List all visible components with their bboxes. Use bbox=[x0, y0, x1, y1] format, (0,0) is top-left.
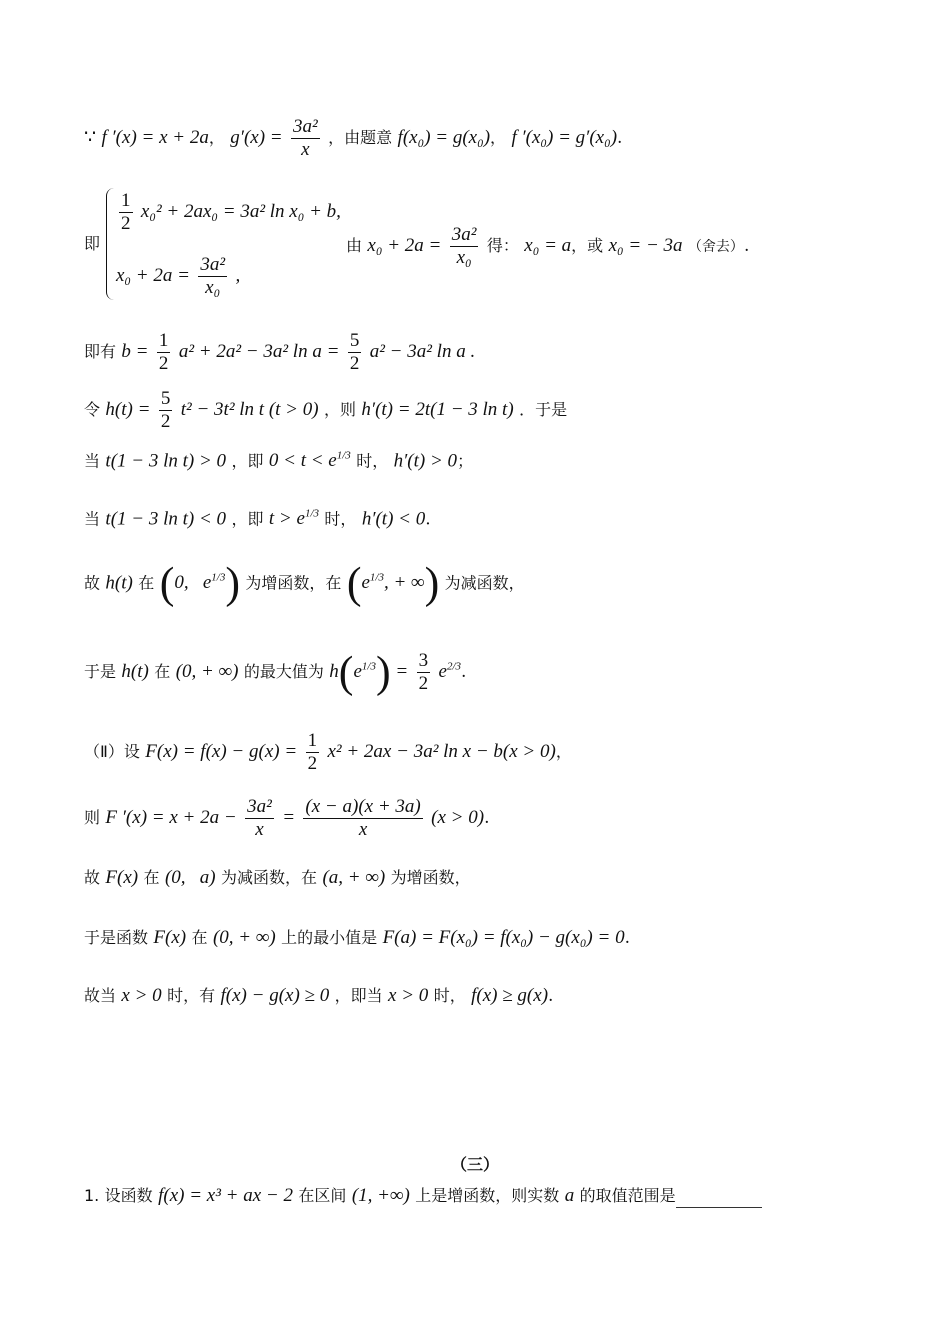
solution-line-9: 于是 h(t) 在 (0, + ∞) 的最大值为 $h(e^{1/3})$ = $\frac{3}{2}$ $e^{2/3}$. bbox=[84, 647, 467, 697]
solution-line-10: （Ⅱ）设 F(x) = f(x) − g(x) = $\frac{1}{2}$ x² + 2ax − 3a² ln x − b(x > 0)， bbox=[84, 730, 572, 774]
solution-line-14: 故当 x > 0 时，有 f(x) − g(x) ≥ 0 ，即当 x > 0 时， f(x) ≥ g(x). bbox=[84, 985, 554, 1006]
solution-line-11: 则 F ′(x) = x + 2a − $\frac{\text{3a²}}{x}$ = $\frac{(x - a)(x + 3a)}{x}$ (x > 0). bbox=[84, 796, 490, 840]
solution-line-1: ∵ f ′(x) = x + 2a， g′(x) = $\frac{\text{3a²}}{x}$ ，由题意 f(x₀) = g(x₀)， f ′(x₀) = g′(x₀). bbox=[84, 116, 623, 160]
solution-line-3: 由 x₀ + 2a = $\frac{\text{3a²}}{\text{x₀}}$ 得： x₀ = a，或 x₀ = − 3a （舍去）. bbox=[346, 224, 750, 268]
solution-line-13: 于是函数 F(x) 在 (0, + ∞) 上的最小值是 F(a) = F(x₀) = f(x₀) − g(x₀) = 0. bbox=[84, 927, 630, 948]
question-1: 1. 设函数 f(x) = x³ + ax − 2 在区间 (1, +∞) 上是增函数，则实数 a 的取值范围是 bbox=[84, 1184, 762, 1208]
solution-line-8: 故 h(t) 在 (0, $e^{1/3}$) 为增函数，在 ($e^{1/3}$, + ∞) 为减函数， bbox=[84, 559, 525, 608]
solution-line-6: 当 t(1 − 3 ln t) > 0 ，即 $0 < t < e^{1/3}$ 时， h′(t) > 0； bbox=[84, 450, 474, 472]
question-number: 1. bbox=[84, 1186, 100, 1205]
solution-line-4: 即有 b = $\frac{1}{2}$ a² + 2a² − 3a² ln a = $\frac{5}{2}$ a² − 3a² ln a . bbox=[84, 330, 476, 374]
system-eq-1: $\frac{1}{2}$ x₀² + 2ax₀ = 3a² ln x₀ + b, bbox=[121, 190, 341, 234]
section-heading: （三） bbox=[450, 1155, 499, 1174]
solution-line-2-label: 即 bbox=[84, 234, 101, 253]
answer-blank[interactable] bbox=[676, 1189, 762, 1208]
system-eq-2: x₀ + 2a = $\frac{\text{3a²}}{\text{x₀}}$ , bbox=[116, 254, 241, 298]
solution-line-7: 当 t(1 − 3 ln t) < 0 ，即 $t > e^{1/3}$ 时， h′(t) < 0. bbox=[84, 508, 431, 530]
solution-line-5: 令 h(t) = $\frac{5}{2}$ t² − 3t² ln t (t > 0) ，则 h′(t) = 2t(1 − 3 ln t) ．于是 bbox=[84, 388, 568, 432]
solution-line-12: 故 F(x) 在 (0, a) 为减函数，在 (a, + ∞) 为增函数， bbox=[84, 867, 471, 888]
